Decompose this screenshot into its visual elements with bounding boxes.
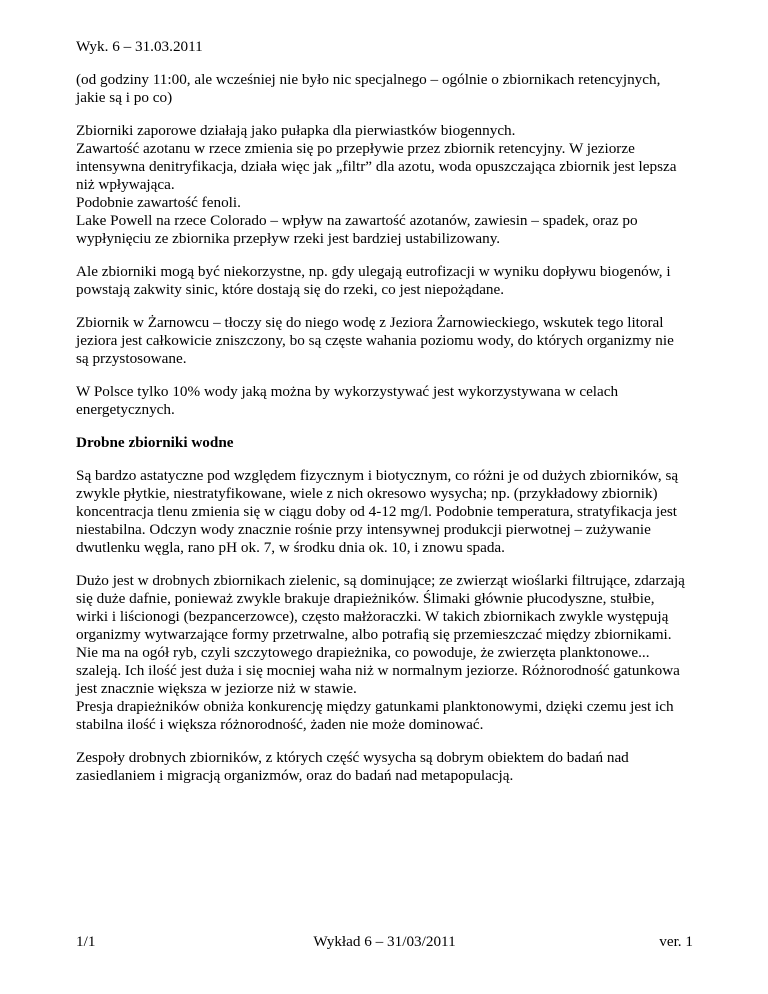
text-line: jest znacznie większa w jeziorze niż w stawie. <box>76 680 357 697</box>
document-body <box>76 38 706 800</box>
footer-title: Wykład 6 – 31/03/2011 <box>313 933 456 950</box>
page-footer <box>76 933 693 953</box>
text-line: szaleją. Ich ilość jest duża i się mocniej waha niż w normalnym jeziorze. Różnorodność gatunkowa <box>76 662 680 679</box>
text-line: Zespoły drobnych zbiorników, z których część wysycha są dobrym obiektem do badań nad <box>76 749 629 766</box>
text-line: Podobnie zawartość fenoli. <box>76 194 241 211</box>
text-line: dwutlenku węgla, rano pH ok. 7, w środku dnia ok. 10, i znowu spada. <box>76 539 505 556</box>
text-line: Wyk. 6 – 31.03.2011 <box>76 38 203 55</box>
text-line: energetycznych. <box>76 401 175 418</box>
fauna-paragraph <box>76 572 706 734</box>
text-line: Zbiornik w Żarnowcu – tłoczy się do niego wodę z Jeziora Żarnowieckiego, wskutek tego litoral <box>76 314 664 331</box>
section-heading: Drobne zbiorniki wodne <box>76 434 234 451</box>
text-line: Zawartość azotanu w rzece zmienia się po przepływie przez zbiornik retencyjny. W jeziorze <box>76 140 635 157</box>
page-number: 1/1 <box>76 933 96 950</box>
text-line: zasiedlaniem i migracją organizmów, oraz do badań nad metapopulacją. <box>76 767 514 784</box>
astatic-paragraph <box>76 467 706 557</box>
text-line: Ale zbiorniki mogą być niekorzystne, np. gdy ulegają eutrofizacji w wyniku dopływu biogenów, i <box>76 263 671 280</box>
text-line: Lake Powell na rzece Colorado – wpływ na zawartość azotanów, zawiesin – spadek, oraz po <box>76 212 638 229</box>
text-line: (od godziny 11:00, ale wcześniej nie było nic specjalnego – ogólnie o zbiornikach retencyjnych, <box>76 71 661 88</box>
text-line: stabilna ilość i większa różnorodność, żaden nie może dominować. <box>76 716 484 733</box>
document-date-line <box>76 38 706 56</box>
text-line: Nie ma na ogół ryb, czyli szczytowego drapieżnika, co powoduje, że zwierzęta planktonowe... <box>76 644 650 661</box>
text-line: zwykle płytkie, niestratyfikowane, wiele z nich okresowo wysycha; np. (przykładowy zbiornik) <box>76 485 658 502</box>
text-line: niestabilna. Odczyn wody znacznie rośnie przy intensywnej produkcji pierwotnej – zużywanie <box>76 521 651 538</box>
text-line: Dużo jest w drobnych zbiornikach zielenic, są dominujące; ze zwierząt wioślarki filtrujące, zdarzają <box>76 572 685 589</box>
text-line: powstają zakwity sinic, które dostają się do rzeki, co jest niepożądane. <box>76 281 505 298</box>
text-line: niż wpływająca. <box>76 176 175 193</box>
text-line: wypłynięciu ze zbiornika przepływ rzeki jest bardziej ustabilizowany. <box>76 230 501 247</box>
biogen-paragraph <box>76 122 706 248</box>
text-line: się duże dafnie, ponieważ zwykle brakuje drapieżników. Ślimaki głównie płucodyszne, stułbie, <box>76 590 655 607</box>
text-line: W Polsce tylko 10% wody jaką można by wykorzystywać jest wykorzystywana w celach <box>76 383 619 400</box>
intro-paragraph <box>76 71 706 107</box>
text-line: organizmy wytwarzające formy przetrwalne, albo potrafią się przemieszczać między zbiornikami. <box>76 626 672 643</box>
text-line: Są bardzo astatyczne pod względem fizycznym i biotycznym, co różni je od dużych zbiorników, są <box>76 467 679 484</box>
research-paragraph <box>76 749 706 785</box>
text-line: Presja drapieżników obniża konkurencję między gatunkami planktonowymi, dzięki czemu jest ich <box>76 698 674 715</box>
version-label: ver. 1 <box>659 933 693 950</box>
text-line: jeziora jest całkowicie zniszczony, bo są częste wahania poziomu wody, do których organizmy nie <box>76 332 674 349</box>
text-line: Zbiorniki zaporowe działają jako pułapka dla pierwiastków biogennych. <box>76 122 516 139</box>
text-line: wirki i liścionogi (bezpancerzowce), często małżoraczki. W takich zbiornikach zwykle występują <box>76 608 669 625</box>
poland-paragraph <box>76 383 706 419</box>
text-line: jakie są i po co) <box>76 89 173 106</box>
text-line: są przystosowane. <box>76 350 187 367</box>
text-line: intensywna denitryfikacja, działa więc jak „filtr” dla azotu, woda opuszczająca zbiornik jest lepsza <box>76 158 677 175</box>
text-line: koncentracja tlenu zmienia się w ciągu doby od 4-12 mg/l. Podobnie temperatura, stratyfikacja jest <box>76 503 677 520</box>
zarnowiec-paragraph <box>76 314 706 368</box>
eutrophication-paragraph <box>76 263 706 299</box>
